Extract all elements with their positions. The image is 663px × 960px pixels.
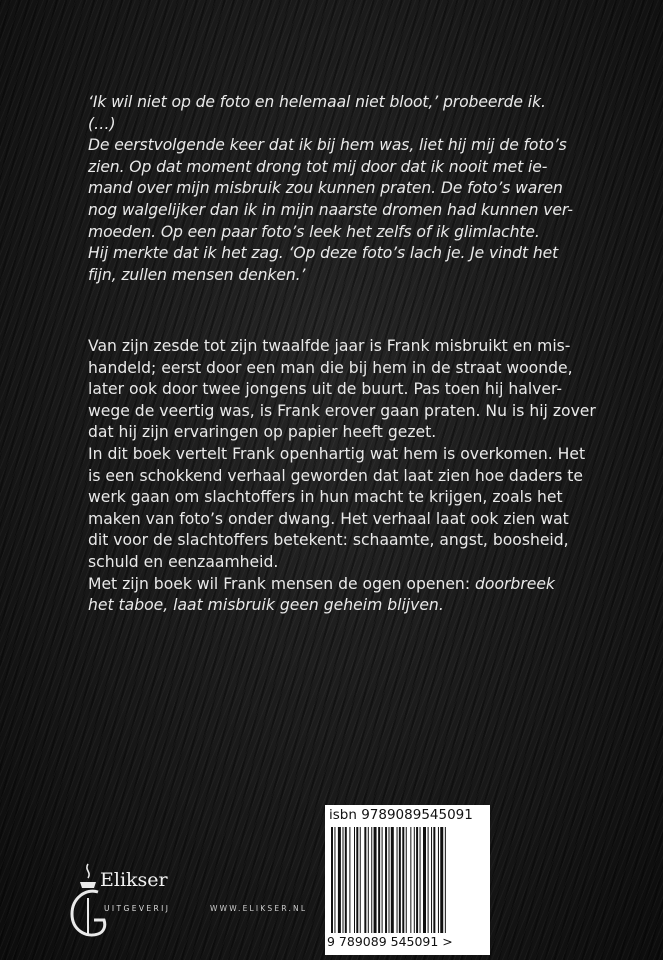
barcode-bar bbox=[364, 827, 366, 933]
blurb-line: In dit boek vertelt Frank openhartig wat hem is overkomen. Het bbox=[88, 444, 586, 463]
barcode-bar bbox=[338, 827, 341, 933]
barcode-bar bbox=[334, 827, 335, 933]
quote-line: ‘Ik wil niet op de foto en helemaal niet bloot,’ probeerde ik. bbox=[88, 93, 546, 111]
barcode-bar bbox=[389, 827, 390, 933]
blurb-line: schuld en eenzaamheid. bbox=[88, 552, 279, 571]
barcode-bar bbox=[402, 827, 404, 933]
barcode-bar bbox=[416, 827, 418, 933]
barcode-bar bbox=[445, 827, 446, 933]
barcode-bar bbox=[399, 827, 401, 933]
barcode-bar bbox=[378, 827, 380, 933]
barcode-bar bbox=[397, 827, 398, 933]
blurb-line: Van zijn zesde tot zijn twaalfde jaar is Frank misbruikt en mis- bbox=[88, 337, 571, 355]
blurb-line: dat hij zijn ervaringen op papier heeft gezet. bbox=[88, 423, 437, 442]
barcode-bar bbox=[360, 827, 361, 933]
publisher-website[interactable]: WWW.ELIKSER.NL bbox=[210, 904, 308, 913]
closing-line bbox=[88, 574, 588, 596]
publisher-name: Elikser bbox=[100, 869, 168, 891]
barcode-bar bbox=[433, 827, 435, 933]
back-cover-quote bbox=[88, 92, 588, 286]
barcode-bar bbox=[428, 827, 429, 933]
barcode-bar bbox=[371, 827, 372, 933]
barcode-bar bbox=[356, 827, 358, 933]
barcode-bar bbox=[385, 827, 387, 933]
barcode-bar bbox=[420, 827, 421, 933]
barcode-bars bbox=[331, 827, 484, 933]
barcode-bar bbox=[368, 827, 369, 933]
closing-plain: Met zijn boek wil Frank mensen de ogen openen: bbox=[88, 574, 476, 593]
blurb-line: is een schokkend verhaal geworden dat laat zien hoe daders te bbox=[88, 466, 584, 485]
quote-line: (…) bbox=[88, 114, 116, 133]
barcode-bar bbox=[440, 827, 443, 933]
blurb-line: handeld; eerst door een man die bij hem in de straat woonde, bbox=[88, 358, 573, 377]
quote-line: nog walgelijker dan ik in mijn naarste dromen had kunnen ver- bbox=[88, 200, 573, 219]
blurb-line: maken van foto’s onder dwang. Het verhaal laat ook zien wat bbox=[88, 509, 569, 528]
closing-italic: het taboe, laat misbruik geen geheim blijven. bbox=[88, 596, 444, 615]
barcode-bar bbox=[423, 827, 426, 933]
closing-italic: doorbreek bbox=[475, 574, 555, 593]
barcode-bar bbox=[431, 827, 432, 933]
quote-line: moeden. Op een paar foto’s leek het zelfs of ik glimlachte. bbox=[88, 222, 540, 241]
barcode-bar bbox=[345, 827, 347, 933]
quote-line: mand over mijn misbruik zou kunnen praten. De foto’s waren bbox=[88, 179, 563, 198]
barcode-bar bbox=[406, 827, 407, 933]
quote-line: zien. Op dat moment drong tot mij door dat ik nooit met ie- bbox=[88, 157, 548, 176]
blurb-line: dit voor de slachtoffers betekent: schaamte, angst, boosheid, bbox=[88, 531, 569, 550]
quote-line: Hij merkte dat ik het zag. ‘Op deze foto’s lach je. Je vindt het bbox=[88, 244, 559, 263]
quote-line: De eerstvolgende keer dat ik bij hem was, liet hij mij de foto’s bbox=[88, 136, 567, 155]
barcode-bar bbox=[391, 827, 394, 933]
barcode-bar bbox=[382, 827, 383, 933]
barcode-bar bbox=[410, 827, 411, 933]
barcode-bar bbox=[414, 827, 415, 933]
closing-line bbox=[88, 595, 588, 617]
quote-line: fijn, zullen mensen denken.’ bbox=[88, 265, 306, 284]
blurb-text bbox=[88, 336, 596, 617]
barcode-bar bbox=[331, 827, 333, 933]
barcode-bar bbox=[374, 827, 377, 933]
blurb-line: later ook door twee jongens uit de buurt. Pas toen hij halver- bbox=[88, 380, 563, 399]
barcode-bar bbox=[343, 827, 344, 933]
barcode-bar bbox=[354, 827, 355, 933]
barcode-bar bbox=[349, 827, 350, 933]
blurb-line: wege de veertig was, is Frank erover gaan praten. Nu is hij zover bbox=[88, 401, 596, 420]
publisher-subtitle: UITGEVERIJ bbox=[104, 904, 171, 913]
barcode-bar bbox=[438, 827, 439, 933]
barcode-digits: 9 789089 545091 > bbox=[327, 934, 453, 949]
isbn-label: isbn 9789089545091 bbox=[329, 807, 473, 823]
blurb-line: werk gaan om slachtoffers in hun macht te krijgen, zoals het bbox=[88, 488, 563, 507]
